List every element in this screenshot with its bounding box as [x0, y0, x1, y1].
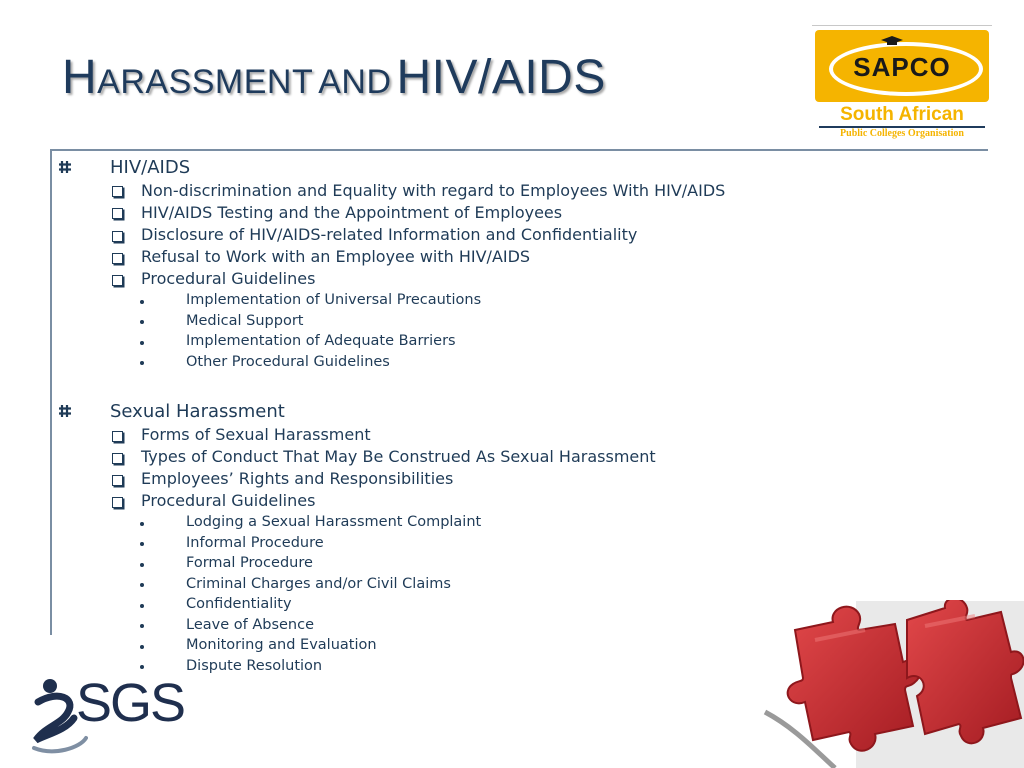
sub-list-item: Leave of Absence — [186, 617, 315, 633]
puzzle-pieces-icon — [755, 600, 1024, 768]
list-item: Procedural Guidelines — [141, 269, 316, 288]
checkbox-bullet-icon — [112, 431, 123, 442]
list-item: Employees’ Rights and Responsibilities — [141, 469, 454, 488]
dot-bullet-icon — [140, 341, 144, 345]
sub-list-item: Monitoring and Evaluation — [186, 637, 377, 653]
section-heading: Sexual Harassment — [110, 401, 285, 422]
list-item: Procedural Guidelines — [141, 491, 316, 510]
sub-list-item: Formal Procedure — [186, 555, 313, 571]
sgs-wordmark: SGS — [76, 673, 185, 733]
sub-list-item: Lodging a Sexual Harassment Complaint — [186, 514, 482, 530]
checkbox-bullet-icon — [112, 253, 123, 264]
dot-bullet-icon — [140, 624, 144, 628]
title-word-1: ARASSMENT — [97, 63, 314, 101]
dot-bullet-icon — [140, 361, 144, 365]
dot-bullet-icon — [140, 563, 144, 567]
content-frame-left — [50, 149, 52, 635]
list-item: Non-discrimination and Equality with regard to Employees With HIV/AIDS — [141, 181, 726, 200]
list-item: Types of Conduct That May Be Construed As Sexual Harassment — [141, 447, 656, 466]
checkbox-bullet-icon — [112, 231, 123, 242]
list-item: Forms of Sexual Harassment — [141, 425, 371, 444]
list-item: Disclosure of HIV/AIDS-related Information and Confidentiality — [141, 225, 638, 244]
graduation-cap-icon — [881, 36, 903, 46]
logo-divider — [812, 25, 992, 26]
sub-list-item: Implementation of Adequate Barriers — [186, 333, 456, 349]
hash-bullet-icon — [58, 404, 72, 418]
sapco-tagline-1: South African — [840, 104, 964, 125]
checkbox-bullet-icon — [112, 186, 123, 197]
dot-bullet-icon — [140, 583, 144, 587]
checkbox-bullet-icon — [112, 497, 123, 508]
dot-bullet-icon — [140, 320, 144, 324]
checkbox-bullet-icon — [112, 453, 123, 464]
sub-list-item: Medical Support — [186, 313, 304, 329]
sgs-logo — [28, 668, 188, 756]
dot-bullet-icon — [140, 645, 144, 649]
section-heading: HIV/AIDS — [110, 157, 191, 178]
sapco-tagline-2: Public Colleges Organisation — [840, 128, 964, 139]
dot-bullet-icon — [140, 300, 144, 304]
page-title — [62, 50, 606, 105]
sub-list-item: Other Procedural Guidelines — [186, 354, 390, 370]
title-initial: H — [62, 51, 98, 104]
checkbox-bullet-icon — [112, 475, 123, 486]
content-frame-top — [50, 149, 988, 151]
title-word-3: HIV/AIDS — [396, 51, 606, 104]
list-item: HIV/AIDS Testing and the Appointment of Employees — [141, 203, 563, 222]
sub-list-item: Criminal Charges and/or Civil Claims — [186, 576, 451, 592]
dot-bullet-icon — [140, 542, 144, 546]
dot-bullet-icon — [140, 604, 144, 608]
checkbox-bullet-icon — [112, 275, 123, 286]
sapco-logo — [813, 28, 991, 140]
hash-bullet-icon — [58, 160, 72, 174]
sapco-wordmark: SAPCO — [853, 52, 951, 82]
checkbox-bullet-icon — [112, 208, 123, 219]
list-item: Refusal to Work with an Employee with HIV/AIDS — [141, 247, 531, 266]
sapco-logo-badge — [815, 30, 989, 102]
sub-list-item: Dispute Resolution — [186, 658, 323, 674]
title-word-2: AND — [318, 63, 392, 101]
dot-bullet-icon — [140, 522, 144, 526]
sub-list-item: Informal Procedure — [186, 535, 324, 551]
sub-list-item: Implementation of Universal Precautions — [186, 292, 482, 308]
sub-list-item: Confidentiality — [186, 596, 292, 612]
